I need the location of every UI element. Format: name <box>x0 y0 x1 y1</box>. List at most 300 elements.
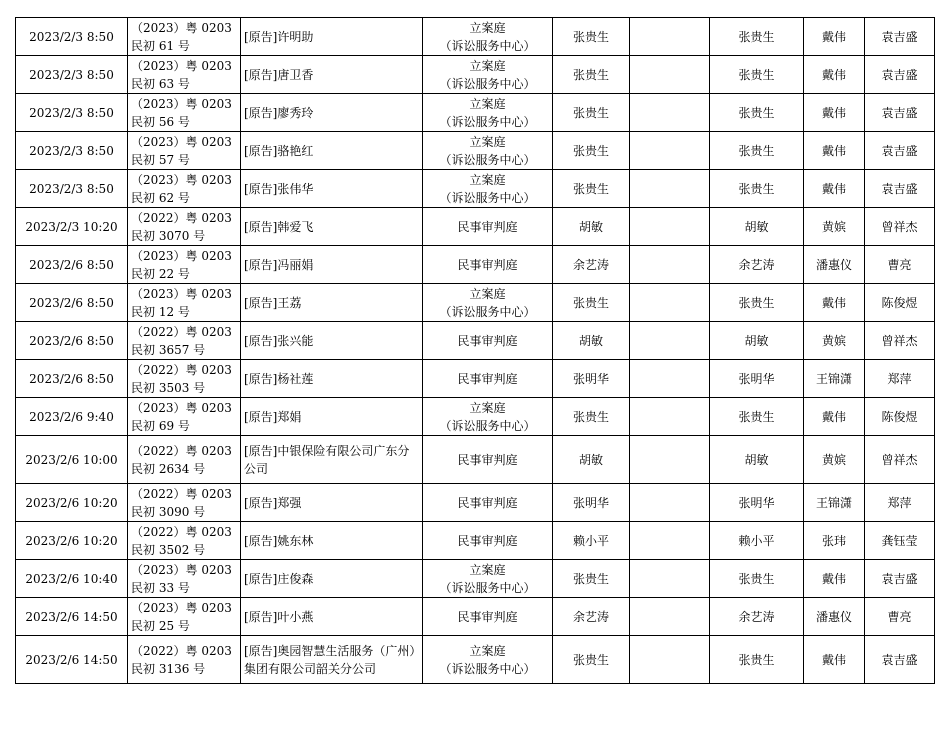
court-cell <box>423 598 553 636</box>
case-number-line1: （2023）粤 0203 <box>131 562 232 577</box>
clerk-cell <box>804 284 865 322</box>
empty-cell <box>630 360 710 398</box>
court-cell <box>423 560 553 598</box>
hearing-date: 2023/2/3 8:50 <box>29 105 114 120</box>
member-name: 陈俊煜 <box>881 295 918 310</box>
hearing-date-cell <box>16 360 128 398</box>
party-cell <box>241 360 423 398</box>
empty-cell <box>630 56 710 94</box>
hearing-date: 2023/2/6 8:50 <box>29 295 114 310</box>
presiding-judge-name: 张贵生 <box>738 652 775 667</box>
court-cell <box>423 132 553 170</box>
clerk-name: 黄嫔 <box>821 219 846 234</box>
court-cell <box>423 360 553 398</box>
clerk-name: 潘惠仪 <box>815 609 852 624</box>
empty-cell <box>630 170 710 208</box>
member-cell <box>865 56 935 94</box>
court-name-line1: 立案庭 <box>469 400 506 415</box>
party-cell <box>241 322 423 360</box>
judge-name: 张贵生 <box>572 29 609 44</box>
hearing-date-cell <box>16 170 128 208</box>
case-number-line2: 民初 3070 号 <box>131 228 206 243</box>
case-number-cell <box>128 484 241 522</box>
presiding-judge-name: 张贵生 <box>738 181 775 196</box>
hearing-date-cell <box>16 18 128 56</box>
member-cell <box>865 436 935 484</box>
judge-name: 张贵生 <box>572 409 609 424</box>
clerk-name: 戴伟 <box>821 143 846 158</box>
court-name-line1: 民事审判庭 <box>457 609 518 624</box>
hearing-date-cell <box>16 484 128 522</box>
judge-name: 余艺涛 <box>572 257 609 272</box>
table-row <box>16 636 935 684</box>
court-cell <box>423 484 553 522</box>
hearing-date-cell <box>16 284 128 322</box>
judge-cell <box>553 522 630 560</box>
court-name-line1: 民事审判庭 <box>457 257 518 272</box>
party-name: [原告]许明助 <box>244 29 314 44</box>
judge-name: 胡敏 <box>578 452 603 467</box>
member-name: 袁吉盛 <box>881 29 918 44</box>
case-number-cell <box>128 56 241 94</box>
presiding-judge-cell <box>710 560 804 598</box>
party-cell <box>241 246 423 284</box>
party-name: [原告]廖秀玲 <box>244 105 314 120</box>
court-cell <box>423 398 553 436</box>
party-name: [原告]杨社莲 <box>244 371 314 386</box>
court-name-line2: （诉讼服务中心） <box>439 76 536 91</box>
court-cell <box>423 208 553 246</box>
clerk-name: 戴伟 <box>821 29 846 44</box>
member-cell <box>865 170 935 208</box>
table-row <box>16 94 935 132</box>
judge-cell <box>553 560 630 598</box>
case-number-line2: 民初 56 号 <box>131 114 190 129</box>
case-number-line1: （2023）粤 0203 <box>131 400 232 415</box>
clerk-cell <box>804 398 865 436</box>
clerk-name: 戴伟 <box>821 105 846 120</box>
judge-cell <box>553 436 630 484</box>
presiding-judge-name: 张贵生 <box>738 29 775 44</box>
member-cell <box>865 360 935 398</box>
empty-cell <box>630 246 710 284</box>
empty-cell <box>630 322 710 360</box>
presiding-judge-name: 张贵生 <box>738 67 775 82</box>
party-name: [原告]韩爱飞 <box>244 219 314 234</box>
court-name-line2: （诉讼服务中心） <box>439 38 536 53</box>
presiding-judge-name: 余艺涛 <box>738 257 775 272</box>
hearing-date-cell <box>16 246 128 284</box>
case-number-line1: （2023）粤 0203 <box>131 248 232 263</box>
court-name-line1: 民事审判庭 <box>457 452 518 467</box>
clerk-name: 戴伟 <box>821 295 846 310</box>
member-name: 袁吉盛 <box>881 67 918 82</box>
judge-cell <box>553 18 630 56</box>
judge-cell <box>553 636 630 684</box>
case-number-line2: 民初 2634 号 <box>131 461 206 476</box>
table-row <box>16 598 935 636</box>
case-number-line2: 民初 3090 号 <box>131 504 206 519</box>
party-name: [原告]张伟华 <box>244 181 314 196</box>
judge-cell <box>553 56 630 94</box>
party-cell <box>241 398 423 436</box>
case-number-line1: （2023）粤 0203 <box>131 134 232 149</box>
presiding-judge-name: 胡敏 <box>744 452 769 467</box>
hearing-date: 2023/2/6 10:40 <box>25 571 118 586</box>
member-name: 龚钰莹 <box>881 533 918 548</box>
table-row <box>16 170 935 208</box>
empty-cell <box>630 484 710 522</box>
presiding-judge-cell <box>710 360 804 398</box>
court-cell <box>423 636 553 684</box>
member-name: 郑萍 <box>887 495 912 510</box>
court-cell <box>423 170 553 208</box>
party-name: [原告]姚东林 <box>244 533 314 548</box>
judge-cell <box>553 132 630 170</box>
presiding-judge-cell <box>710 94 804 132</box>
party-cell <box>241 94 423 132</box>
court-cell <box>423 436 553 484</box>
hearing-date-cell <box>16 94 128 132</box>
clerk-cell <box>804 18 865 56</box>
case-number-cell <box>128 18 241 56</box>
member-name: 曾祥杰 <box>881 219 918 234</box>
judge-name: 张明华 <box>572 495 609 510</box>
presiding-judge-name: 胡敏 <box>744 333 769 348</box>
court-name-line1: 民事审判庭 <box>457 495 518 510</box>
clerk-cell <box>804 94 865 132</box>
table-row <box>16 284 935 322</box>
clerk-cell <box>804 636 865 684</box>
hearing-date: 2023/2/3 8:50 <box>29 181 114 196</box>
party-cell <box>241 636 423 684</box>
empty-cell <box>630 284 710 322</box>
judge-cell <box>553 360 630 398</box>
case-number-line2: 民初 3657 号 <box>131 342 206 357</box>
clerk-name: 黄嫔 <box>821 333 846 348</box>
court-cell <box>423 284 553 322</box>
table-row <box>16 560 935 598</box>
judge-cell <box>553 322 630 360</box>
clerk-cell <box>804 522 865 560</box>
clerk-name: 黄嫔 <box>821 452 846 467</box>
member-name: 袁吉盛 <box>881 652 918 667</box>
court-name-line1: 民事审判庭 <box>457 371 518 386</box>
presiding-judge-cell <box>710 398 804 436</box>
judge-cell <box>553 284 630 322</box>
party-name: [原告]庄俊森 <box>244 571 314 586</box>
clerk-name: 潘惠仪 <box>815 257 852 272</box>
judge-cell <box>553 246 630 284</box>
clerk-name: 戴伟 <box>821 409 846 424</box>
court-cell <box>423 522 553 560</box>
hearing-date: 2023/2/6 10:20 <box>25 533 118 548</box>
hearing-date-cell <box>16 436 128 484</box>
case-number-line2: 民初 62 号 <box>131 190 190 205</box>
court-name-line1: 民事审判庭 <box>457 333 518 348</box>
presiding-judge-name: 张贵生 <box>738 571 775 586</box>
case-number-line2: 民初 63 号 <box>131 76 190 91</box>
case-number-cell <box>128 132 241 170</box>
court-name-line2: （诉讼服务中心） <box>439 418 536 433</box>
presiding-judge-cell <box>710 636 804 684</box>
presiding-judge-name: 张明华 <box>738 495 775 510</box>
table-row <box>16 208 935 246</box>
clerk-name: 戴伟 <box>821 571 846 586</box>
member-name: 陈俊煜 <box>881 409 918 424</box>
hearing-date: 2023/2/6 8:50 <box>29 333 114 348</box>
hearing-date: 2023/2/3 8:50 <box>29 143 114 158</box>
hearing-date: 2023/2/3 8:50 <box>29 29 114 44</box>
presiding-judge-name: 张贵生 <box>738 105 775 120</box>
member-cell <box>865 522 935 560</box>
case-number-line1: （2022）粤 0203 <box>131 210 232 225</box>
case-number-line2: 民初 61 号 <box>131 38 190 53</box>
hearing-date: 2023/2/6 8:50 <box>29 257 114 272</box>
case-number-cell <box>128 398 241 436</box>
court-name-line1: 立案庭 <box>469 96 506 111</box>
hearing-date-cell <box>16 398 128 436</box>
empty-cell <box>630 208 710 246</box>
court-name-line1: 立案庭 <box>469 134 506 149</box>
presiding-judge-name: 张明华 <box>738 371 775 386</box>
clerk-cell <box>804 170 865 208</box>
case-number-cell <box>128 636 241 684</box>
presiding-judge-cell <box>710 170 804 208</box>
presiding-judge-cell <box>710 56 804 94</box>
case-number-cell <box>128 322 241 360</box>
case-number-line2: 民初 12 号 <box>131 304 190 319</box>
clerk-name: 戴伟 <box>821 67 846 82</box>
table-row <box>16 18 935 56</box>
judge-cell <box>553 94 630 132</box>
hearing-schedule-table <box>15 17 935 684</box>
judge-name: 张贵生 <box>572 295 609 310</box>
presiding-judge-cell <box>710 18 804 56</box>
court-cell <box>423 94 553 132</box>
table-row <box>16 436 935 484</box>
party-name: [原告]叶小燕 <box>244 609 314 624</box>
empty-cell <box>630 94 710 132</box>
member-cell <box>865 94 935 132</box>
party-cell <box>241 436 423 484</box>
presiding-judge-cell <box>710 246 804 284</box>
court-name-line1: 立案庭 <box>469 643 506 658</box>
clerk-cell <box>804 322 865 360</box>
presiding-judge-cell <box>710 208 804 246</box>
empty-cell <box>630 436 710 484</box>
hearing-date-cell <box>16 132 128 170</box>
court-cell <box>423 56 553 94</box>
court-name-line1: 立案庭 <box>469 562 506 577</box>
case-number-cell <box>128 170 241 208</box>
case-number-line2: 民初 3502 号 <box>131 542 206 557</box>
member-cell <box>865 18 935 56</box>
presiding-judge-cell <box>710 284 804 322</box>
empty-cell <box>630 522 710 560</box>
case-number-cell <box>128 94 241 132</box>
case-number-line1: （2022）粤 0203 <box>131 443 232 458</box>
clerk-name: 王锦潇 <box>815 495 852 510</box>
case-number-cell <box>128 360 241 398</box>
court-cell <box>423 246 553 284</box>
case-number-cell <box>128 522 241 560</box>
member-name: 袁吉盛 <box>881 571 918 586</box>
member-cell <box>865 636 935 684</box>
member-name: 袁吉盛 <box>881 143 918 158</box>
table-row <box>16 132 935 170</box>
case-number-line1: （2022）粤 0203 <box>131 486 232 501</box>
table-row <box>16 246 935 284</box>
hearing-date: 2023/2/6 10:20 <box>25 495 118 510</box>
empty-cell <box>630 636 710 684</box>
hearing-date: 2023/2/6 14:50 <box>25 652 118 667</box>
schedule-body <box>16 18 935 684</box>
hearing-date-cell <box>16 208 128 246</box>
member-name: 郑萍 <box>887 371 912 386</box>
judge-cell <box>553 484 630 522</box>
case-number-line1: （2022）粤 0203 <box>131 362 232 377</box>
judge-name: 张贵生 <box>572 67 609 82</box>
table-row <box>16 56 935 94</box>
court-name-line2: （诉讼服务中心） <box>439 114 536 129</box>
table-row <box>16 522 935 560</box>
judge-name: 余艺涛 <box>572 609 609 624</box>
case-number-cell <box>128 246 241 284</box>
party-name: [原告]张兴能 <box>244 333 314 348</box>
court-name-line2: （诉讼服务中心） <box>439 152 536 167</box>
party-name: [原告]王荔 <box>244 295 302 310</box>
party-cell <box>241 598 423 636</box>
party-cell <box>241 56 423 94</box>
clerk-cell <box>804 484 865 522</box>
court-name-line1: 立案庭 <box>469 20 506 35</box>
court-name-line2: （诉讼服务中心） <box>439 580 536 595</box>
clerk-cell <box>804 436 865 484</box>
member-cell <box>865 398 935 436</box>
case-number-line1: （2023）粤 0203 <box>131 286 232 301</box>
empty-cell <box>630 598 710 636</box>
empty-cell <box>630 18 710 56</box>
member-name: 曹亮 <box>887 609 912 624</box>
clerk-cell <box>804 132 865 170</box>
court-cell <box>423 322 553 360</box>
case-number-line2: 民初 25 号 <box>131 618 190 633</box>
clerk-cell <box>804 360 865 398</box>
judge-cell <box>553 170 630 208</box>
member-cell <box>865 208 935 246</box>
table-row <box>16 484 935 522</box>
clerk-cell <box>804 560 865 598</box>
member-cell <box>865 322 935 360</box>
judge-name: 张贵生 <box>572 143 609 158</box>
judge-name: 张明华 <box>572 371 609 386</box>
hearing-date: 2023/2/6 14:50 <box>25 609 118 624</box>
clerk-cell <box>804 208 865 246</box>
hearing-date-cell <box>16 322 128 360</box>
court-name-line2: （诉讼服务中心） <box>439 190 536 205</box>
case-number-line1: （2022）粤 0203 <box>131 324 232 339</box>
case-number-line1: （2023）粤 0203 <box>131 96 232 111</box>
judge-name: 张贵生 <box>572 105 609 120</box>
presiding-judge-cell <box>710 132 804 170</box>
party-cell <box>241 170 423 208</box>
member-name: 袁吉盛 <box>881 105 918 120</box>
party-cell <box>241 18 423 56</box>
case-number-line2: 民初 69 号 <box>131 418 190 433</box>
judge-cell <box>553 598 630 636</box>
presiding-judge-cell <box>710 484 804 522</box>
judge-name: 张贵生 <box>572 181 609 196</box>
clerk-name: 王锦潇 <box>815 371 852 386</box>
judge-name: 胡敏 <box>578 219 603 234</box>
party-cell <box>241 560 423 598</box>
presiding-judge-cell <box>710 436 804 484</box>
party-cell <box>241 208 423 246</box>
case-number-line2: 民初 3503 号 <box>131 380 206 395</box>
case-number-line1: （2023）粤 0203 <box>131 600 232 615</box>
presiding-judge-name: 赖小平 <box>738 533 775 548</box>
judge-name: 赖小平 <box>572 533 609 548</box>
case-number-line2: 民初 57 号 <box>131 152 190 167</box>
party-cell <box>241 484 423 522</box>
hearing-date: 2023/2/3 10:20 <box>25 219 118 234</box>
member-cell <box>865 484 935 522</box>
case-number-line2: 民初 22 号 <box>131 266 190 281</box>
member-name: 曹亮 <box>887 257 912 272</box>
hearing-date: 2023/2/6 9:40 <box>29 409 114 424</box>
party-name: [原告]郑娟 <box>244 409 302 424</box>
court-name-line2: （诉讼服务中心） <box>439 304 536 319</box>
judge-name: 张贵生 <box>572 571 609 586</box>
judge-name: 胡敏 <box>578 333 603 348</box>
court-name-line1: 立案庭 <box>469 172 506 187</box>
clerk-cell <box>804 56 865 94</box>
party-cell <box>241 284 423 322</box>
clerk-cell <box>804 246 865 284</box>
hearing-date-cell <box>16 636 128 684</box>
case-number-line2: 民初 3136 号 <box>131 661 206 676</box>
hearing-date-cell <box>16 598 128 636</box>
court-name-line2: （诉讼服务中心） <box>439 661 536 676</box>
party-cell <box>241 132 423 170</box>
hearing-date: 2023/2/6 10:00 <box>25 452 118 467</box>
hearing-date-cell <box>16 560 128 598</box>
hearing-date: 2023/2/6 8:50 <box>29 371 114 386</box>
party-name: [原告]唐卫香 <box>244 67 314 82</box>
case-number-line1: （2023）粤 0203 <box>131 20 232 35</box>
table-row <box>16 322 935 360</box>
case-number-line1: （2023）粤 0203 <box>131 58 232 73</box>
case-number-line1: （2023）粤 0203 <box>131 172 232 187</box>
clerk-cell <box>804 598 865 636</box>
case-number-line1: （2022）粤 0203 <box>131 643 232 658</box>
party-name: [原告]冯丽娟 <box>244 257 314 272</box>
member-cell <box>865 598 935 636</box>
party-name: [原告]骆艳红 <box>244 143 314 158</box>
presiding-judge-cell <box>710 322 804 360</box>
court-cell <box>423 18 553 56</box>
judge-cell <box>553 208 630 246</box>
party-name: [原告]奥园智慧生活服务（广州）集团有限公司韶关分公司 <box>244 643 416 676</box>
presiding-judge-name: 胡敏 <box>744 219 769 234</box>
empty-cell <box>630 132 710 170</box>
party-name: [原告]郑强 <box>244 495 302 510</box>
case-number-cell <box>128 598 241 636</box>
member-cell <box>865 132 935 170</box>
member-name: 曾祥杰 <box>881 452 918 467</box>
clerk-name: 戴伟 <box>821 652 846 667</box>
